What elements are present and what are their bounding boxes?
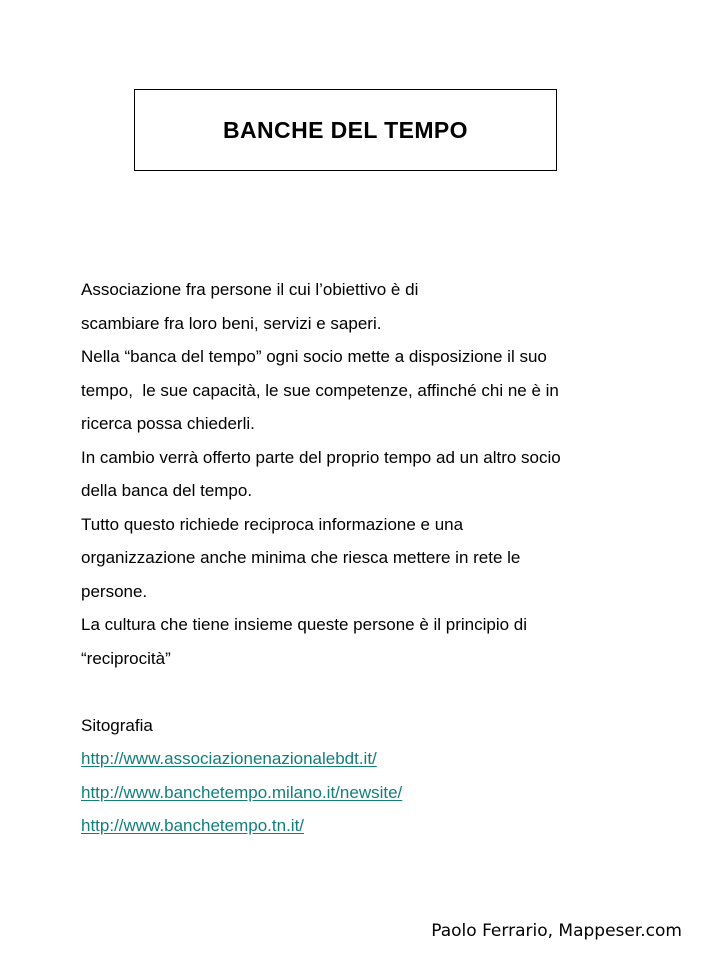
sitografia-link[interactable]: http://www.banchetempo.tn.it/ (81, 816, 305, 835)
body-line: In cambio verrà offerto parte del proprio tempo ad un altro socio (81, 447, 561, 467)
title-box (134, 89, 557, 171)
paragraph-spacer (81, 675, 681, 709)
body-line: Associazione fra persone il cui l’obiettivo è di (81, 280, 419, 299)
link-line (81, 776, 681, 810)
sitografia-heading: Sitografia (81, 715, 153, 735)
body-line: ricerca possa chiederli. (81, 414, 255, 433)
sitografia-link[interactable]: http://www.banchetempo.milano.it/newsite/ (81, 782, 403, 802)
link-line (81, 809, 681, 843)
body-line: scambiare fra loro beni, servizi e saperi. (81, 313, 382, 333)
page-title: BANCHE DEL TEMPO (223, 116, 468, 143)
footer-credit: Paolo Ferrario, Mappeser.com (431, 921, 682, 941)
body-line: “reciprocità” (81, 648, 171, 668)
body-text-block (81, 273, 681, 843)
body-line: organizzazione anche minima che riesca mettere in rete le (81, 548, 521, 567)
body-line: Nella “banca del tempo” ogni socio mette a disposizione il suo (81, 347, 547, 366)
body-line: della banca del tempo. (81, 481, 253, 500)
body-line: Tutto questo richiede reciproca informazione e una (81, 514, 464, 534)
sitografia-link[interactable]: http://www.associazionenazionalebdt.it/ (81, 749, 377, 768)
body-line: La cultura che tiene insieme queste persone è il principio di (81, 615, 528, 634)
body-line: persone. (81, 581, 148, 601)
link-line (81, 742, 681, 776)
body-line: tempo, le sue capacità, le sue competenze, affinché chi ne è in (81, 380, 559, 400)
